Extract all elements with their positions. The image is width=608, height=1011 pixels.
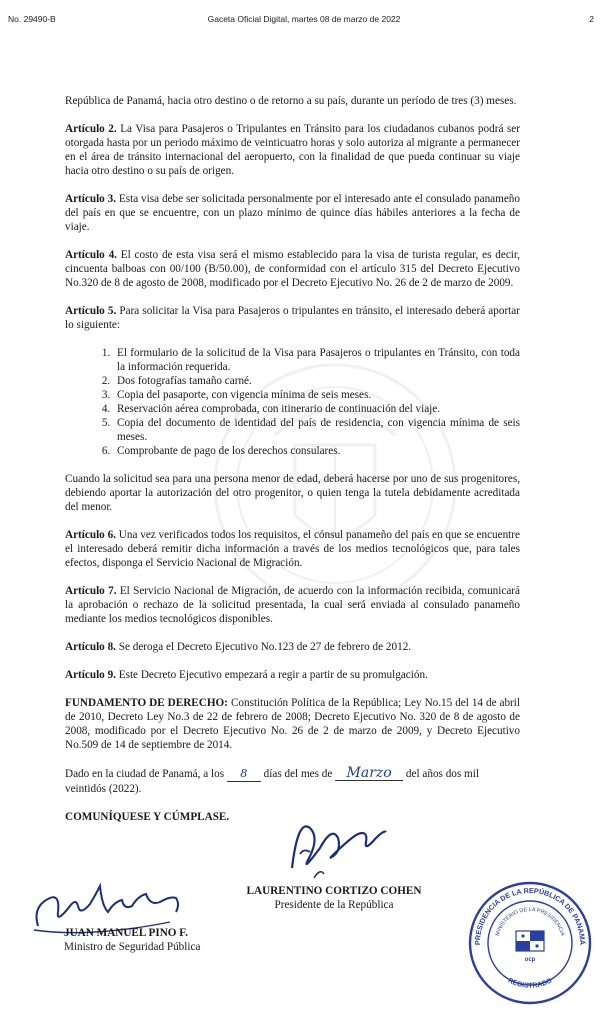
article-text: Para solicitar la Visa para Pasajeros o tripulantes en tránsito, el interesado deberá aportar lo siguiente:	[65, 305, 520, 331]
seal-top-text: PRESIDENCIA DE LA REPÚBLICA DE PANAMÁ	[472, 885, 588, 946]
seal-center-text: ocp	[524, 957, 536, 963]
article-text: Esta visa debe ser solicitada personalmente por el interesado ante el consulado panameño del país en que se encuentre, con un plazo mínimo de quince días hábiles anteriores a la fecha de viaje.	[65, 193, 520, 233]
minister-name: JUAN MANUEL PINO F.	[64, 927, 188, 939]
president-signature-block	[234, 884, 434, 912]
article-text: Se deroga el Decreto Ejecutivo No.123 de 27 de febrero de 2012.	[115, 641, 412, 653]
gazette-title: Gaceta Oficial Digital, martes 08 de marzo de 2022	[207, 14, 401, 24]
fundamento-paragraph	[65, 696, 520, 752]
article-text: Este Decreto Ejecutivo empezará a regir a partir de su promulgación.	[115, 669, 428, 681]
article-label: Artículo 2.	[65, 123, 117, 135]
president-name: LAURENTINO CORTIZO COHEN	[246, 885, 422, 897]
article-label: Artículo 8.	[65, 641, 116, 653]
seal-bottom-text: REGISTRADO	[506, 977, 554, 990]
closing-formula: COMUNÍQUESE Y CÚMPLASE.	[65, 811, 230, 823]
article-text: La Visa para Pasajeros o Tripulantes en Tránsito para los ciudadanos cubanos podrá ser otorgada hasta por un periodo máximo de veinticuatro horas y solo autoriza al migrante a permanecer en el área de tránsito internacional del aeropuerto, con la finalidad de que pueda continuar su viaje hacia otro destino o su país de origen.	[65, 123, 520, 177]
seal-inner-text: MINISTERIO DE LA PRESIDENCIA	[494, 906, 566, 937]
president-signature-icon	[280, 808, 390, 888]
article-label: Artículo 4.	[65, 249, 117, 261]
minister-signature-block	[64, 926, 200, 954]
fundamento-text: Constitución Política de la República; Ley No.15 del 14 de abril de 2010, Decreto Ley No.3 de 22 de febrero de 2008; Decreto Ejecutivo No. 320 de 8 de agosto de 2008, modificado por el Decreto Ejecutivo No. 26 de 2 de marzo de 2009, y Decreto Ejecutivo No.509 de 14 de septiembre de 2014.	[65, 697, 521, 751]
list-item: 5. Copia del documento de identidad del país de residencia, con vigencia mínima de seis meses.	[113, 416, 520, 444]
list-item: 2. Dos fotografías tamaño carné.	[113, 374, 520, 388]
dado-mid: días del mes de	[260, 768, 336, 780]
minor-paragraph: Cuando la solicitud sea para una persona menor de edad, deberá hacerse por uno de sus progenitores, debiendo aportar la autorización del otro progenitor, o quien tenga la tutela debidamente acreditada del menor.	[65, 473, 520, 513]
list-item: 1. El formulario de la solicitud de la Visa para Pasajeros o tripulantes en Tránsito, con toda la información requerida.	[113, 346, 520, 374]
article-3	[65, 192, 520, 234]
article-4	[65, 248, 520, 290]
article-text: Una vez verificados todos los requisitos, el cónsul panameño del país en que se encuentre el interesado deberá remitir dicha información a través de los medios tecnológicos que, para tales efectos, disponga el Servicio Nacional de Migración.	[65, 529, 520, 569]
dado-paragraph	[65, 766, 520, 796]
list-item: 6. Comprobante de pago de los derechos consulares.	[113, 444, 520, 458]
article-label: Artículo 3.	[65, 193, 117, 205]
article-9	[65, 668, 520, 682]
svg-text:REGISTRADO	[507, 977, 554, 990]
article-label: Artículo 5.	[65, 305, 117, 317]
article-label: Artículo 6.	[65, 529, 116, 541]
article-text: El costo de esta visa será el mismo establecido para la visa de turista regular, es decir, cincuenta balboas con 00/100 (B/50.00), de conformidad con el artículo 315 del Decreto Ejecutivo No.320 de 8 de agosto de 2008, modificado por el Decreto Ejecutivo No. 26 de 2 de marzo de 2009.	[65, 249, 520, 289]
list-item: 4. Reservación aérea comprobada, con itinerario de continuación del viaje.	[113, 402, 520, 416]
article-8	[65, 640, 520, 654]
article-7	[65, 584, 520, 626]
dado-pre: Dado en la ciudad de Panamá, a los	[65, 768, 227, 780]
month-field: Marzo	[335, 766, 403, 781]
intro-paragraph: República de Panamá, hacia otro destino o de retorno a su país, durante un período de tres (3) meses.	[65, 95, 517, 107]
president-title: Presidente de la República	[274, 899, 394, 911]
official-seal-stamp-icon	[466, 879, 594, 1007]
article-text: El Servicio Nacional de Migración, de acuerdo con la información recibida, comunicará la aprobación o rechazo de la solicitud presentada, la cual será enviada al consulado panameño mediante los medios tecnológicos disponibles.	[65, 585, 520, 625]
document-body	[65, 94, 520, 824]
article-6	[65, 528, 520, 570]
gazette-number: No. 29490-B	[8, 14, 56, 24]
list-item: 3. Copia del pasaporte, con vigencia mínima de seis meses.	[113, 388, 520, 402]
page-number: 2	[589, 14, 594, 24]
article-label: Artículo 9.	[65, 669, 116, 681]
requirements-list	[65, 346, 520, 458]
dado-post: del años dos mil veintidós (2022).	[65, 768, 479, 795]
article-2	[65, 122, 520, 178]
day-field: 8	[227, 767, 261, 782]
article-label: Artículo 7.	[65, 585, 117, 597]
flag-icon	[516, 931, 544, 951]
article-5	[65, 304, 520, 332]
fundamento-label: FUNDAMENTO DE DERECHO:	[65, 697, 228, 709]
minister-title: Ministro de Seguridad Pública	[64, 941, 201, 953]
